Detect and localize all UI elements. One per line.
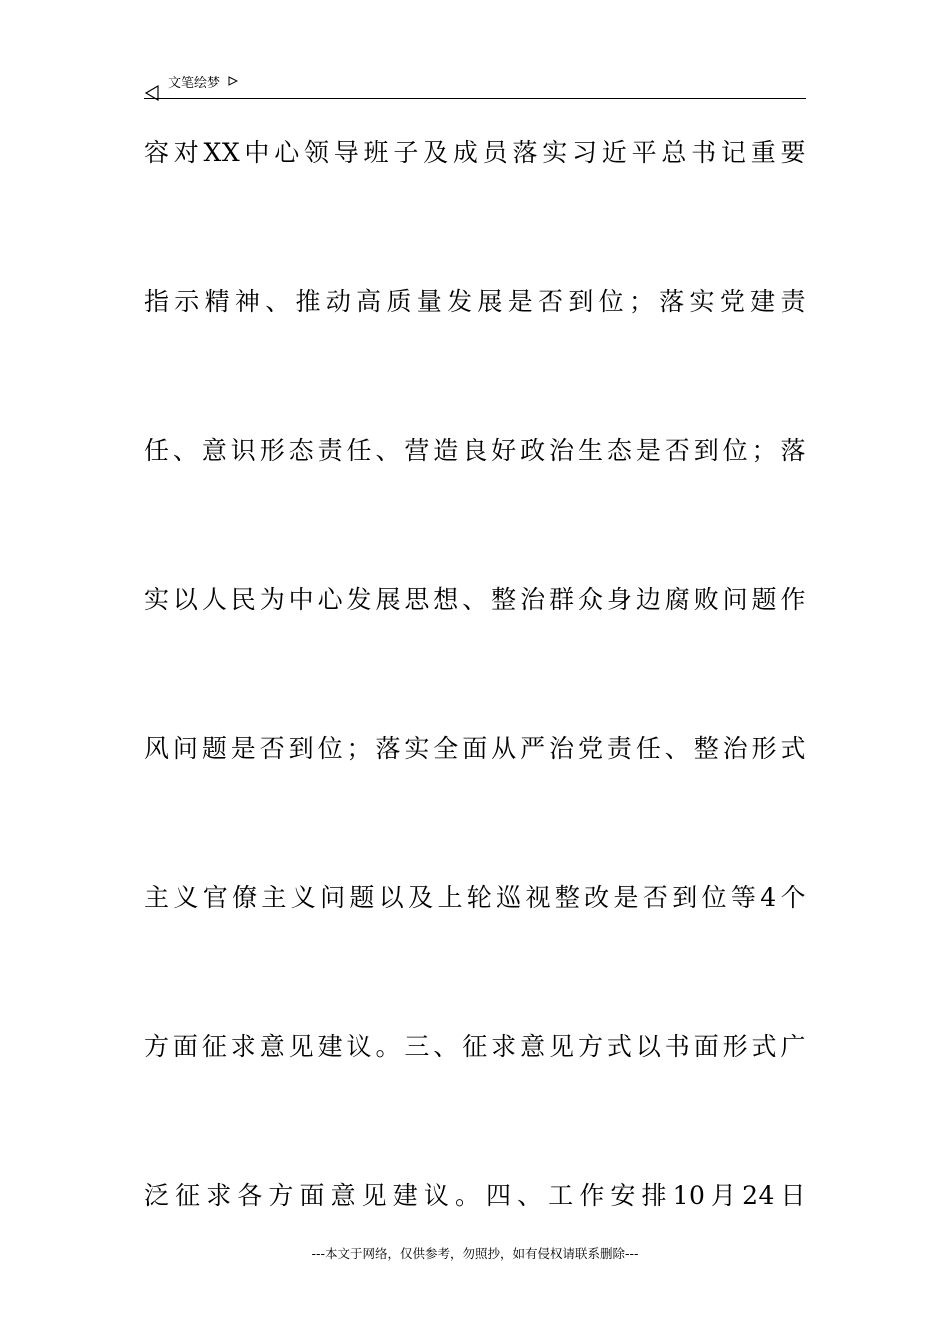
body-line: 任、意识形态责任、营造良好政治生态是否到位；落 <box>144 436 806 465</box>
page-header <box>144 72 806 99</box>
body-line: 泛征求各方面意见建议。四、工作安排10月24日 <box>144 1181 806 1210</box>
header-title: 文笔绘梦 <box>168 76 221 91</box>
body-line: 风问题是否到位；落实全面从严治党责任、整治形式 <box>144 734 806 763</box>
body-line: 方面征求意见建议。三、征求意见方式以书面形式广 <box>144 1032 806 1061</box>
body-line: 主义官僚主义问题以及上轮巡视整改是否到位等4个 <box>144 883 806 912</box>
triangle-right-icon <box>228 76 238 86</box>
body-line: 指示精神、推动高质量发展是否到位；落实党建责 <box>144 287 806 316</box>
body-line: 实以人民为中心发展思想、整治群众身边腐败问题作 <box>144 585 806 614</box>
header-brand <box>144 74 238 94</box>
document-body <box>144 128 806 1320</box>
page-footer: ---本文于网络，仅供参考，勿照抄，如有侵权请联系删除--- <box>311 1246 639 1261</box>
body-line: 容对XX中心领导班子及成员落实习近平总书记重要 <box>144 138 806 167</box>
